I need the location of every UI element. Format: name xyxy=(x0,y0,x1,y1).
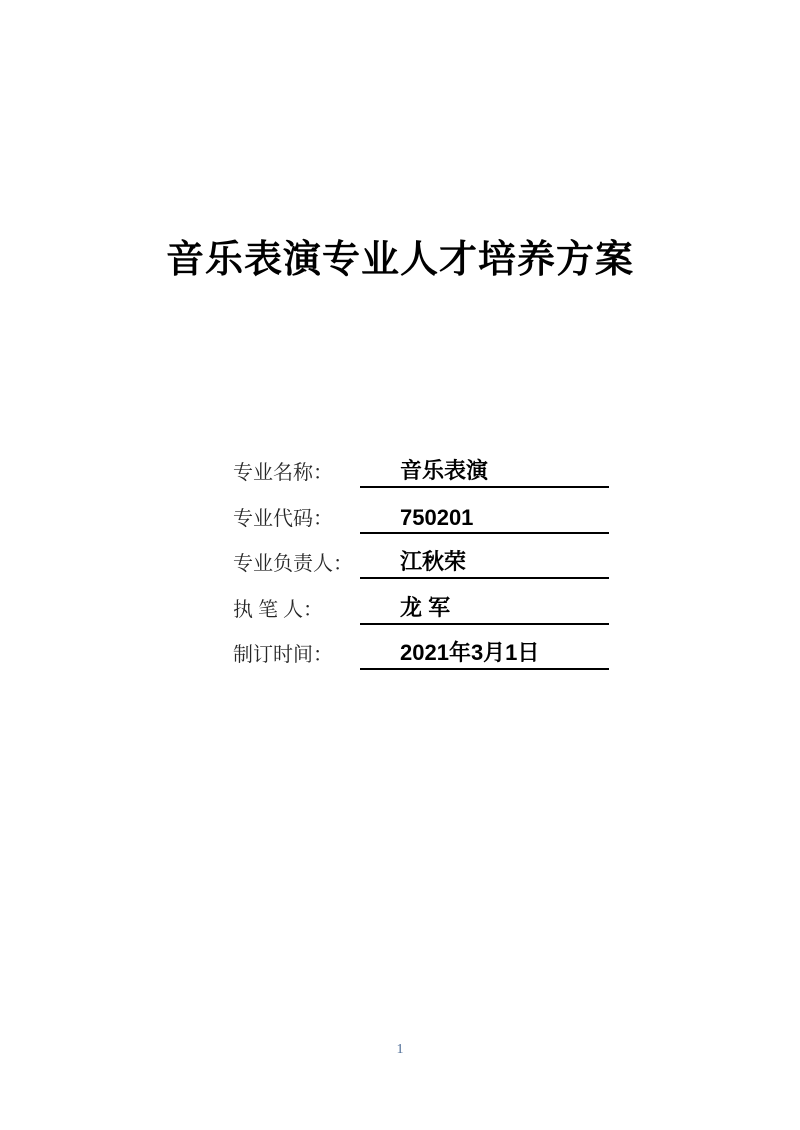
field-value-major-code: 750201 xyxy=(360,503,609,534)
field-row-major-director xyxy=(233,547,609,579)
field-label-author: 执 笔 人： xyxy=(233,598,323,621)
field-row-major-code xyxy=(233,502,609,534)
field-value-author: 龙 军 xyxy=(360,594,609,625)
field-label-major-code: 专业代码： xyxy=(233,507,333,530)
field-label-major-name: 专业名称： xyxy=(233,462,333,484)
page-number: 1 xyxy=(396,1042,404,1057)
field-value-date: 2021年3月1日 xyxy=(360,639,609,670)
field-row-date xyxy=(233,638,609,670)
field-value-major-name: 音乐表演 xyxy=(360,457,609,488)
cover-fields xyxy=(233,456,609,684)
field-value-major-director: 江秋荣 xyxy=(360,548,609,579)
page-title: 音乐表演专业人才培养方案 xyxy=(165,239,634,281)
field-row-author xyxy=(233,593,609,625)
field-label-major-director: 专业负责人： xyxy=(233,553,353,575)
field-row-major-name xyxy=(233,456,609,488)
field-label-date: 制订时间： xyxy=(233,644,333,666)
